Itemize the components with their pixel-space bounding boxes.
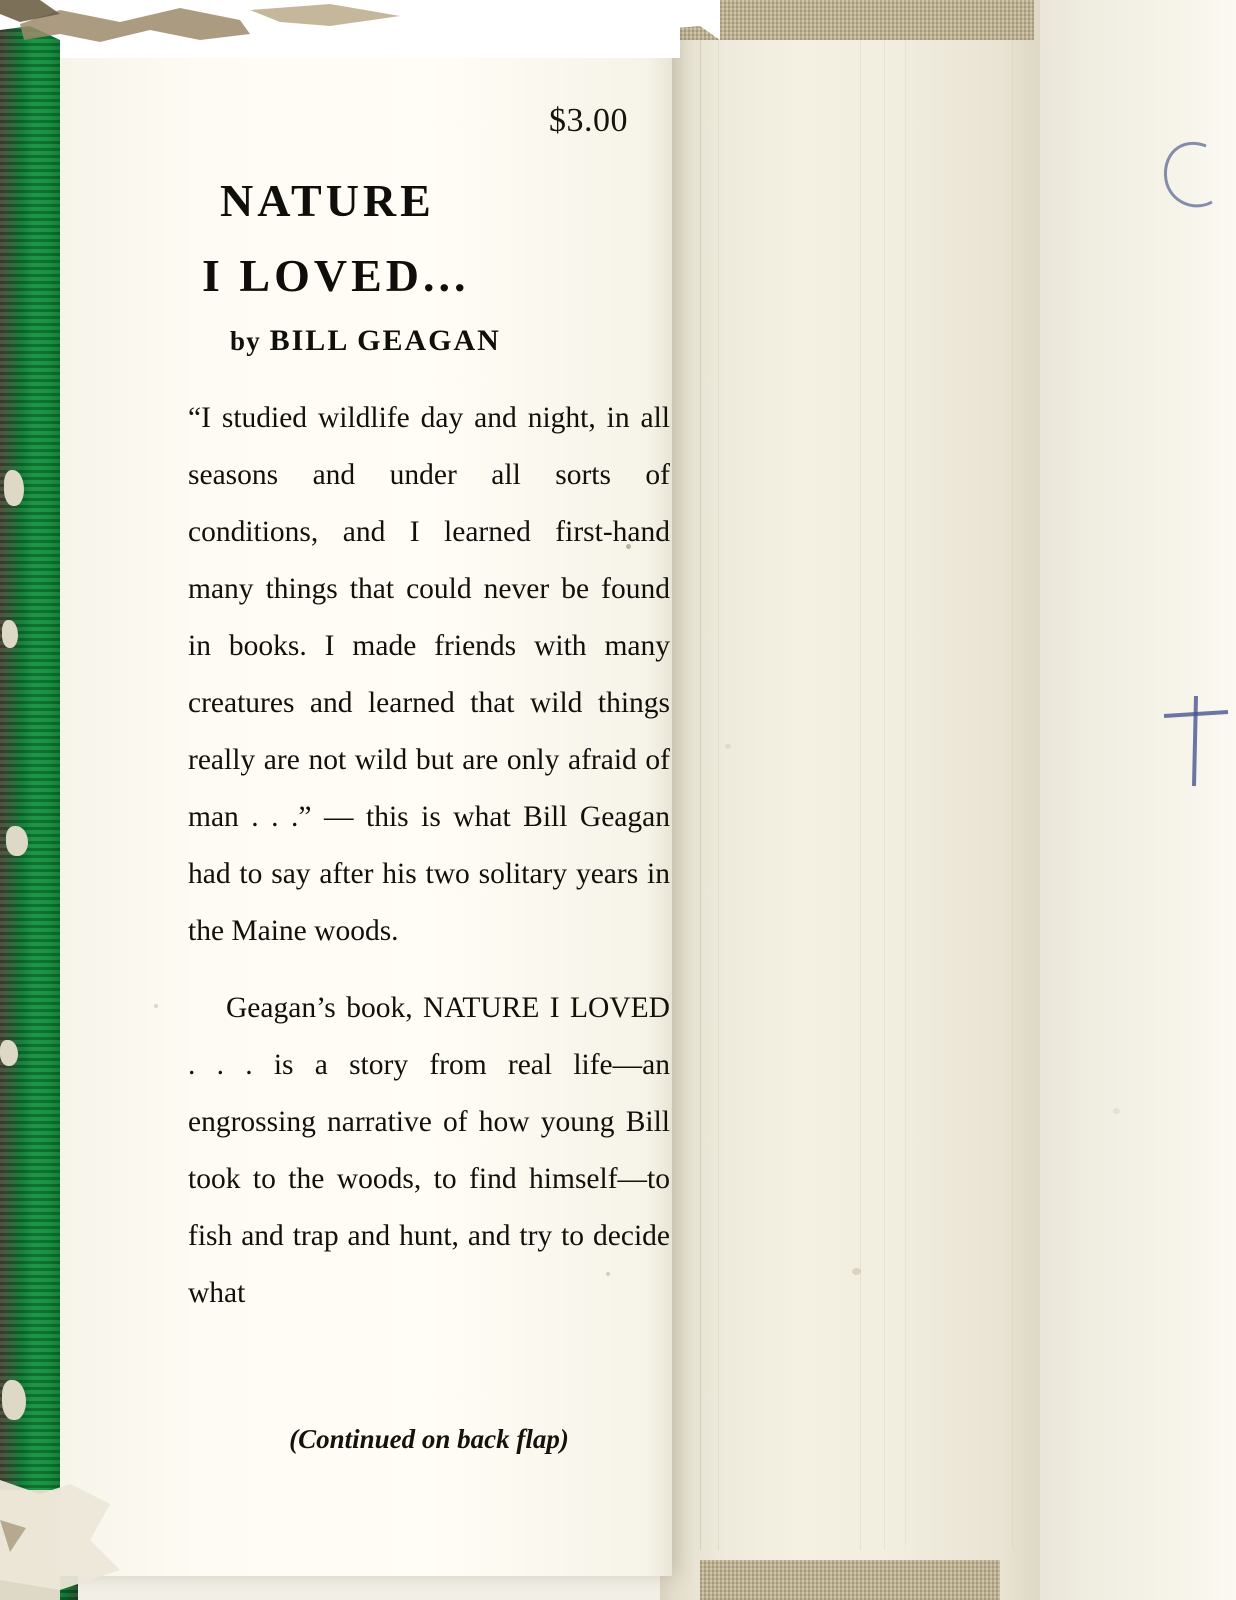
endpaper-crease [700, 30, 701, 1550]
binding-cloth-top [672, 0, 1034, 40]
facing-page-age-spot [1113, 1108, 1120, 1114]
dust-jacket-flap [60, 24, 672, 1576]
endpaper-crease [905, 30, 906, 1550]
spine-wear [4, 470, 24, 506]
endpaper-age-spot [852, 1268, 861, 1275]
spine-wear [2, 620, 18, 648]
paper-speck [606, 1272, 610, 1276]
flap-paragraph-2: Geagan’s book, NATURE I LOVED . . . is a story from real life—an engrossing narrative of how young Bill took to the woods, to find himself—to fish and trap and hunt, and try to decide what [188, 992, 670, 1309]
endpaper-age-spot [725, 744, 731, 749]
book-title [202, 164, 650, 313]
jacket-frayed-corner [0, 1480, 140, 1600]
endpaper-crease [860, 30, 861, 1550]
paper-speck [626, 544, 631, 549]
byline-prefix: by [230, 326, 261, 356]
facing-page [1030, 0, 1236, 1600]
byline-author: BILL GEAGAN [269, 324, 501, 357]
spine-wear [2, 1380, 26, 1420]
endpaper-crease [884, 30, 885, 1550]
pencil-mark-t [1150, 690, 1236, 800]
paper-speck [154, 1004, 158, 1008]
price-label: $3.00 [549, 102, 628, 139]
spine-wear [0, 1040, 18, 1066]
jacket-torn-edge-shape [0, 0, 720, 80]
byline [230, 324, 501, 358]
book-title-line-1: NATURE [220, 175, 435, 226]
flap-paragraph-1: “I studied wildlife day and night, in all seasons and under all sorts of conditions, and I learned first-hand many things that could never be found in books. I made friends with many creatures and learned that wild things really are not wild but are only afraid of man . . .” — this is what Bill Geagan had to say after his two solitary years in the Maine woods. [188, 402, 670, 947]
spine-wear [6, 826, 28, 856]
book-title-line-2: I LOVED... [202, 249, 470, 301]
continued-note: (Continued on back flap) [289, 1424, 569, 1454]
front-endpaper [660, 0, 1040, 1600]
binding-cloth-bottom [700, 1560, 1000, 1600]
flap-copy [188, 390, 670, 1322]
pencil-mark-c [1150, 130, 1230, 220]
endpaper-crease [718, 30, 719, 1550]
endpaper-crease [1012, 30, 1013, 1550]
